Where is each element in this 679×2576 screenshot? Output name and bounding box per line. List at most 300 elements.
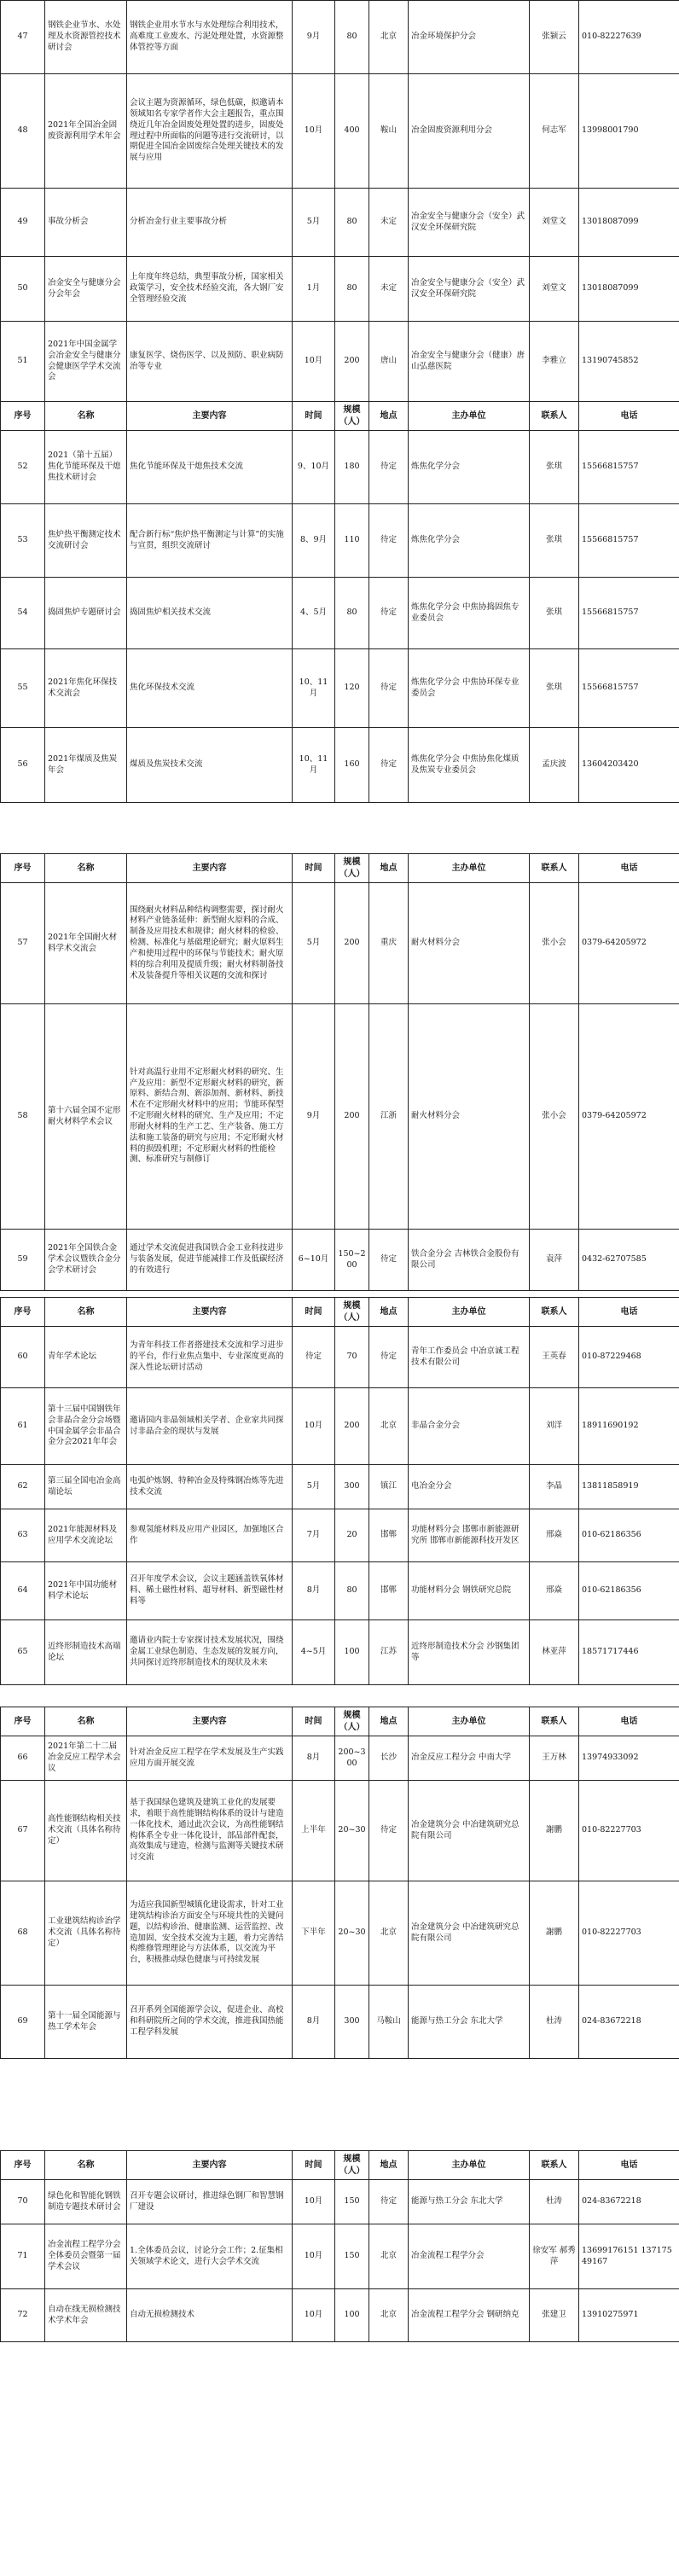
cell-time: 9、10月: [293, 431, 335, 504]
cell-scale: 180: [335, 431, 369, 504]
cell-host: 功能材料分会 邯郸市新能源研究所 邯郸市新能源科技开发区: [409, 1509, 530, 1562]
cell-host: 功能材料分会 钢铁研究总院: [409, 1562, 530, 1620]
cell-host: 炼焦化学分会 中焦协焦化煤质及焦炭专业委员会: [409, 728, 530, 803]
cell-place: 待定: [369, 2180, 409, 2224]
cell-place: 江苏: [369, 1620, 409, 1685]
cell-phone: 13018087099: [579, 257, 679, 322]
cell-contact: 孟庆波: [530, 728, 579, 803]
cell-name: 焦炉热平衡测定技术交流研讨会: [45, 504, 127, 578]
column-header-time: 时间: [293, 1707, 335, 1736]
cell-scale: 200: [335, 322, 369, 402]
cell-time: 8月: [293, 1736, 335, 1781]
cell-time: 上半年: [293, 1781, 335, 1881]
cell-scale: 120: [335, 649, 369, 728]
cell-name: 第十三届中国钢铁年会非晶合金分会场暨中国金属学会非晶合金分会2021年年会: [45, 1388, 127, 1465]
cell-scale: 150: [335, 2180, 369, 2224]
cell-name: 第三届全国电冶金高端论坛: [45, 1465, 127, 1509]
cell-content: 焦化节能环保及干熄焦技术交流: [127, 431, 293, 504]
column-header-content: 主要内容: [127, 402, 293, 431]
table-row: [1, 649, 679, 728]
cell-host: 炼焦化学分会: [409, 431, 530, 504]
cell-contact: 张建卫: [530, 2289, 579, 2342]
cell-contact: 张颍云: [530, 1, 579, 74]
header-row: [1, 1298, 679, 1327]
table-row: [1, 1986, 679, 2059]
table-row: [1, 1004, 679, 1230]
cell-name: 自动在线无损检测技术学术年会: [45, 2289, 127, 2342]
cell-host: 电冶金分会: [409, 1465, 530, 1509]
cell-scale: 20: [335, 1509, 369, 1562]
cell-host: 炼焦化学分会 中焦协环保专业委员会: [409, 649, 530, 728]
table-row: [1, 1620, 679, 1685]
cell-time: 6~10月: [293, 1230, 335, 1291]
cell-place: 马鞍山: [369, 1986, 409, 2059]
cell-place: 北京: [369, 1388, 409, 1465]
cell-time: 4、5月: [293, 578, 335, 649]
cell-scale: 160: [335, 728, 369, 803]
cell-no: 66: [1, 1736, 45, 1781]
column-header-host: 主办单位: [409, 854, 530, 883]
cell-contact: 杜涛: [530, 1986, 579, 2059]
cell-contact: 何志军: [530, 74, 579, 189]
cell-content: 为青年科技工作者搭建技术交流和学习进步的平台，作行业焦点集中、专业深度更高的深入性论坛研讨活动: [127, 1327, 293, 1388]
cell-scale: 200: [335, 1388, 369, 1465]
cell-time: 待定: [293, 1327, 335, 1388]
cell-phone: 13604203420: [579, 728, 679, 803]
cell-name: 2021年能源材料及应用学术交流论坛: [45, 1509, 127, 1562]
table-row: [1, 1781, 679, 1881]
cell-scale: 20~30: [335, 1781, 369, 1881]
cell-place: 待定: [369, 578, 409, 649]
column-header-phone: 电话: [579, 1707, 679, 1736]
cell-time: 10月: [293, 74, 335, 189]
column-header-scale: 规模（人）: [335, 2151, 369, 2180]
column-header-content: 主要内容: [127, 2151, 293, 2180]
cell-name: 冶金流程工程学分会全体委员会暨第一届学术会议: [45, 2224, 127, 2289]
cell-time: 5月: [293, 883, 335, 1004]
cell-content: 邀请国内非晶领域相关学者、企业家共同探讨非晶合金的现状与发展: [127, 1388, 293, 1465]
column-header-place: 地点: [369, 854, 409, 883]
column-header-content: 主要内容: [127, 1298, 293, 1327]
cell-content: 为适应我国新型城镇化建设需求，针对工业建筑结构诊治方面安全与环境共性的关键问题，以结构诊治、健康监测、运营监控、改造加固、安全技术交流为主题，着力完善结构维修管理理论与方法体系，以交流为平台，积极推动绿色健康与可持续发展: [127, 1881, 293, 1986]
cell-contact: 刘堂文: [530, 257, 579, 322]
cell-content: 自动无损检测技术: [127, 2289, 293, 2342]
cell-contact: 刘洋: [530, 1388, 579, 1465]
cell-host: 耐火材料分会: [409, 883, 530, 1004]
column-header-contact: 联系人: [530, 854, 579, 883]
cell-time: 1月: [293, 257, 335, 322]
cell-place: 邯郸: [369, 1509, 409, 1562]
cell-place: 未定: [369, 189, 409, 257]
cell-phone: 010-82227703: [579, 1881, 679, 1986]
cell-content: 针对冶金反应工程学在学术发展及生产实践应用方面开展交流: [127, 1736, 293, 1781]
cell-content: 会议主题为资源循环，绿色低碳，拟邀请本领域知名专家学者作大会主题报告，重点围绕近几年冶金固废处理处置的进步，固废处理过程中所面临的问题等进行交流研讨，以期促进全国冶金固废综合处理关键技术的发展与应用: [127, 74, 293, 189]
cell-place: 鞍山: [369, 74, 409, 189]
cell-content: 钢铁企业用水节水与水处理综合利用技术，高难度工业废水、污泥处理处置，水资源整体管控等方面: [127, 1, 293, 74]
table-row: [1, 1736, 679, 1781]
table-row: [1, 431, 679, 504]
table-row: [1, 74, 679, 189]
cell-no: 56: [1, 728, 45, 803]
schedule-table: [0, 2150, 679, 2342]
cell-name: 钢铁企业节水、水处理及水资源管控技术研讨会: [45, 1, 127, 74]
cell-scale: 80: [335, 578, 369, 649]
cell-contact: 李晶: [530, 1465, 579, 1509]
cell-time: 10月: [293, 2180, 335, 2224]
cell-scale: 20~30: [335, 1881, 369, 1986]
cell-content: 召开年度学术会议，会议主题涵盖铁氧体材料、稀土磁性材料、超导材料、新型磁性材料等: [127, 1562, 293, 1620]
cell-contact: 张琪: [530, 649, 579, 728]
cell-no: 59: [1, 1230, 45, 1291]
header-row: [1, 2151, 679, 2180]
cell-scale: 80: [335, 189, 369, 257]
cell-no: 47: [1, 1, 45, 74]
cell-phone: 13998001790: [579, 74, 679, 189]
column-header-name: 名称: [45, 1707, 127, 1736]
cell-name: 2021年全国铁合金学术会议暨铁合金分会学术研讨会: [45, 1230, 127, 1291]
cell-place: 北京: [369, 2224, 409, 2289]
column-header-name: 名称: [45, 402, 127, 431]
table-row: [1, 1562, 679, 1620]
cell-content: 召开专题会议研讨，推进绿色钢厂和智慧钢厂建设: [127, 2180, 293, 2224]
cell-no: 69: [1, 1986, 45, 2059]
column-header-contact: 联系人: [530, 1298, 579, 1327]
cell-scale: 300: [335, 1986, 369, 2059]
cell-scale: 200: [335, 883, 369, 1004]
cell-contact: 謝鹏: [530, 1881, 579, 1986]
cell-time: 10、11月: [293, 649, 335, 728]
cell-phone: 15566815757: [579, 649, 679, 728]
cell-place: 待定: [369, 1781, 409, 1881]
cell-phone: 13974933092: [579, 1736, 679, 1781]
cell-phone: 010-62186356: [579, 1562, 679, 1620]
cell-name: 2021年煤质及焦炭年会: [45, 728, 127, 803]
cell-no: 55: [1, 649, 45, 728]
cell-no: 52: [1, 431, 45, 504]
cell-content: 邀请业内院士专家探讨技术发展状况，围绕金属工业绿色制造、生态发展的发展方向，共同探讨近终形制造技术的现状及未来: [127, 1620, 293, 1685]
header-row: [1, 402, 679, 431]
column-header-contact: 联系人: [530, 1707, 579, 1736]
cell-no: 57: [1, 883, 45, 1004]
cell-contact: 刘堂文: [530, 189, 579, 257]
cell-name: 2021年中国金属学会冶金安全与健康分会健康医学学术交流会: [45, 322, 127, 402]
cell-phone: 0379-64205972: [579, 1004, 679, 1230]
cell-content: 1.全体委员会议，讨论分会工作；2.征集相关领域学术论文，进行大会学术交流: [127, 2224, 293, 2289]
cell-no: 48: [1, 74, 45, 189]
cell-no: 50: [1, 257, 45, 322]
cell-phone: 18571717446: [579, 1620, 679, 1685]
cell-host: 能源与热工分会 东北大学: [409, 2180, 530, 2224]
cell-content: 焦化环保技术交流: [127, 649, 293, 728]
column-header-phone: 电话: [579, 854, 679, 883]
cell-contact: 袁萍: [530, 1230, 579, 1291]
cell-no: 51: [1, 322, 45, 402]
table-row: [1, 2289, 679, 2342]
table-section: [0, 401, 679, 803]
cell-time: 下半年: [293, 1881, 335, 1986]
cell-phone: 13699176151 13717549167: [579, 2224, 679, 2289]
cell-place: 待定: [369, 1230, 409, 1291]
column-header-scale: 规模（人）: [335, 1298, 369, 1327]
cell-time: 9月: [293, 1004, 335, 1230]
column-header-no: 序号: [1, 1298, 45, 1327]
schedule-table: [0, 1707, 679, 2059]
cell-host: 炼焦化学分会 中焦协捣固焦专业委员会: [409, 578, 530, 649]
cell-time: 7月: [293, 1509, 335, 1562]
column-header-contact: 联系人: [530, 402, 579, 431]
cell-place: 镇江: [369, 1465, 409, 1509]
cell-scale: 400: [335, 74, 369, 189]
cell-name: 近终形制造技术高端论坛: [45, 1620, 127, 1685]
cell-content: 康复医学、烧伤医学、以及预防、职业病防治等专业: [127, 322, 293, 402]
cell-host: 冶金安全与健康分会（安全）武汉安全环保研究院: [409, 189, 530, 257]
column-header-host: 主办单位: [409, 1298, 530, 1327]
cell-place: 唐山: [369, 322, 409, 402]
table-row: [1, 504, 679, 578]
cell-place: 待定: [369, 431, 409, 504]
cell-no: 58: [1, 1004, 45, 1230]
cell-content: 电弧炉炼钢、特种冶金及特殊钢冶炼等先进技术交流: [127, 1465, 293, 1509]
table-row: [1, 1327, 679, 1388]
cell-name: 2021（第十五届）焦化节能环保及干熄焦技术研讨会: [45, 431, 127, 504]
cell-place: 长沙: [369, 1736, 409, 1781]
cell-host: 炼焦化学分会: [409, 504, 530, 578]
cell-phone: 024-83672218: [579, 1986, 679, 2059]
cell-scale: 200: [335, 1004, 369, 1230]
cell-name: 第十六届全国不定形耐火材料学术会议: [45, 1004, 127, 1230]
cell-phone: 010-82227639: [579, 1, 679, 74]
cell-name: 冶金安全与健康分会分会年会: [45, 257, 127, 322]
cell-name: 2021年全国耐火材料学术交流会: [45, 883, 127, 1004]
cell-scale: 100: [335, 1620, 369, 1685]
cell-contact: 林亚萍: [530, 1620, 579, 1685]
column-header-time: 时间: [293, 402, 335, 431]
cell-phone: 18911690192: [579, 1388, 679, 1465]
cell-no: 60: [1, 1327, 45, 1388]
table-section: [0, 1707, 679, 2059]
cell-host: 能源与热工分会 东北大学: [409, 1986, 530, 2059]
table-row: [1, 189, 679, 257]
cell-host: 非晶合金分会: [409, 1388, 530, 1465]
column-header-no: 序号: [1, 1707, 45, 1736]
cell-host: 冶金流程工程学分会 钢研纳克: [409, 2289, 530, 2342]
cell-scale: 300: [335, 1465, 369, 1509]
table-section: [0, 2150, 679, 2342]
table-row: [1, 1388, 679, 1465]
cell-place: 未定: [369, 257, 409, 322]
cell-phone: 13018087099: [579, 189, 679, 257]
cell-place: 北京: [369, 1881, 409, 1986]
column-header-scale: 规模（人）: [335, 1707, 369, 1736]
cell-contact: 李雅立: [530, 322, 579, 402]
column-header-name: 名称: [45, 854, 127, 883]
column-header-phone: 电话: [579, 2151, 679, 2180]
cell-name: 青年学术论坛: [45, 1327, 127, 1388]
cell-time: 8月: [293, 1562, 335, 1620]
cell-time: 10月: [293, 2289, 335, 2342]
cell-host: 青年工作委员会 中冶京诚工程技术有限公司: [409, 1327, 530, 1388]
cell-scale: 80: [335, 257, 369, 322]
cell-contact: 邢焱: [530, 1562, 579, 1620]
cell-phone: 010-62186356: [579, 1509, 679, 1562]
cell-host: 冶金固废资源利用分会: [409, 74, 530, 189]
column-header-no: 序号: [1, 2151, 45, 2180]
cell-scale: 150~200: [335, 1230, 369, 1291]
cell-time: 10月: [293, 1388, 335, 1465]
cell-phone: 15566815757: [579, 578, 679, 649]
cell-host: 铁合金分会 吉林铁合金股份有限公司: [409, 1230, 530, 1291]
cell-time: 8、9月: [293, 504, 335, 578]
cell-phone: 0379-64205972: [579, 883, 679, 1004]
column-header-name: 名称: [45, 1298, 127, 1327]
cell-place: 待定: [369, 649, 409, 728]
cell-phone: 13910275971: [579, 2289, 679, 2342]
cell-contact: 徐安军 郝秀萍: [530, 2224, 579, 2289]
cell-no: 71: [1, 2224, 45, 2289]
cell-content: 配合新行标“焦炉热平衡测定与计算”的实施与宣贯，组织交流研讨: [127, 504, 293, 578]
cell-time: 10月: [293, 2224, 335, 2289]
column-header-time: 时间: [293, 2151, 335, 2180]
cell-content: 基于我国绿色建筑及建筑工业化的发展要求，着眼于高性能钢结构体系的设计与建造一体化技术，通过此次会议，为高性能钢结构体系全专业一体化设计，部品部件配套，高效集成与建造，检测与监测等关键技术研讨交流: [127, 1781, 293, 1881]
cell-no: 67: [1, 1781, 45, 1881]
column-header-host: 主办单位: [409, 2151, 530, 2180]
column-header-contact: 联系人: [530, 2151, 579, 2180]
schedule-table: [0, 853, 679, 1291]
column-header-no: 序号: [1, 402, 45, 431]
cell-time: 5月: [293, 189, 335, 257]
table-section: [0, 853, 679, 1291]
cell-place: 北京: [369, 1, 409, 74]
cell-content: 煤质及焦炭技术交流: [127, 728, 293, 803]
table-row: [1, 1, 679, 74]
column-header-scale: 规模（人）: [335, 402, 369, 431]
cell-time: 10、11月: [293, 728, 335, 803]
cell-contact: 张小会: [530, 883, 579, 1004]
cell-content: 捣固焦炉相关技术交流: [127, 578, 293, 649]
cell-contact: 张琪: [530, 578, 579, 649]
cell-place: 待定: [369, 504, 409, 578]
column-header-phone: 电话: [579, 402, 679, 431]
column-header-host: 主办单位: [409, 402, 530, 431]
column-header-content: 主要内容: [127, 854, 293, 883]
header-row: [1, 1707, 679, 1736]
cell-scale: 80: [335, 1, 369, 74]
cell-contact: 王英春: [530, 1327, 579, 1388]
cell-place: 邯郸: [369, 1562, 409, 1620]
table-row: [1, 2180, 679, 2224]
cell-no: 64: [1, 1562, 45, 1620]
column-header-scale: 规模（人）: [335, 854, 369, 883]
cell-no: 49: [1, 189, 45, 257]
cell-place: 待定: [369, 728, 409, 803]
cell-phone: 13811858919: [579, 1465, 679, 1509]
header-row: [1, 854, 679, 883]
cell-no: 65: [1, 1620, 45, 1685]
cell-time: 10月: [293, 322, 335, 402]
table-row: [1, 578, 679, 649]
cell-name: 2021年第二十二届冶金反应工程学术会议: [45, 1736, 127, 1781]
cell-time: 8月: [293, 1986, 335, 2059]
cell-name: 绿色化和智能化钢铁制造专题技术研讨会: [45, 2180, 127, 2224]
cell-host: 冶金安全与健康分会（安全）武汉安全环保研究院: [409, 257, 530, 322]
cell-no: 72: [1, 2289, 45, 2342]
table-row: [1, 1881, 679, 1986]
column-header-content: 主要内容: [127, 1707, 293, 1736]
cell-phone: 15566815757: [579, 431, 679, 504]
cell-content: 围绕耐火材料品种结构调整需要，探讨耐火材料产业链条延伸：新型耐火原料的合成、制备及应用技术和规律；耐火材料的检验、检测、标准化与基础理论研究；耐火原料生产和使用过程中的环保与节能技术；耐火原料的综合利用及提质升级；耐火材料制备技术及装备提升等相关议题的交流和探讨: [127, 883, 293, 1004]
schedule-table: [0, 1297, 679, 1685]
cell-scale: 80: [335, 1562, 369, 1620]
table-row: [1, 728, 679, 803]
cell-name: 高性能钢结构相关技术交流（具体名称待定）: [45, 1781, 127, 1881]
column-header-place: 地点: [369, 402, 409, 431]
cell-host: 冶金安全与健康分会（健康）唐山弘慈医院: [409, 322, 530, 402]
cell-host: 冶金环境保护分会: [409, 1, 530, 74]
cell-content: 上年度年终总结，典型事故分析，国家相关政策学习，安全技术经验交流，各大钢厂安全管理经验交流: [127, 257, 293, 322]
cell-scale: 150: [335, 2224, 369, 2289]
cell-scale: 70: [335, 1327, 369, 1388]
cell-phone: 15566815757: [579, 504, 679, 578]
cell-place: 北京: [369, 2289, 409, 2342]
cell-name: 2021年焦化环保技术交流会: [45, 649, 127, 728]
cell-content: 分析冶金行业主要事故分析: [127, 189, 293, 257]
column-header-no: 序号: [1, 854, 45, 883]
schedule-table: [0, 401, 679, 803]
cell-host: 冶金建筑分会 中冶建筑研究总院有限公司: [409, 1781, 530, 1881]
cell-contact: 杜涛: [530, 2180, 579, 2224]
cell-content: 针对高温行业用不定形耐火材料的研究、生产及应用：新型不定形耐火材料的研究，新原料、新结合剂、新添加剂、新材料、新技术在不定形耐火材料中的应用；节能环保型不定形耐火材料的研究、生产及应用；不定形耐火材料的生产工艺、生产装备、施工方法和施工装备的研究与应用；不定形耐火材料的损毁机理；不定形耐火材料的性能检测、标准研究与制修订: [127, 1004, 293, 1230]
cell-time: 9月: [293, 1, 335, 74]
cell-name: 事故分析会: [45, 189, 127, 257]
cell-phone: 13190745852: [579, 322, 679, 402]
cell-contact: 张小会: [530, 1004, 579, 1230]
cell-name: 第十一届全国能源与热工学术年会: [45, 1986, 127, 2059]
column-header-time: 时间: [293, 1298, 335, 1327]
column-header-phone: 电话: [579, 1298, 679, 1327]
cell-name: 工业建筑结构诊治学术交流（具体名称待定）: [45, 1881, 127, 1986]
cell-phone: 010-87229468: [579, 1327, 679, 1388]
cell-time: 4~5月: [293, 1620, 335, 1685]
column-header-time: 时间: [293, 854, 335, 883]
table-row: [1, 883, 679, 1004]
table-row: [1, 2224, 679, 2289]
cell-contact: 邢焱: [530, 1509, 579, 1562]
cell-name: 2021年全国冶金固废资源利用学术年会: [45, 74, 127, 189]
table-row: [1, 1509, 679, 1562]
cell-time: 5月: [293, 1465, 335, 1509]
cell-phone: 024-83672218: [579, 2180, 679, 2224]
cell-name: 捣固焦炉专题研讨会: [45, 578, 127, 649]
cell-host: 耐火材料分会: [409, 1004, 530, 1230]
cell-no: 54: [1, 578, 45, 649]
cell-host: 冶金流程工程学分会: [409, 2224, 530, 2289]
cell-host: 近终形制造技术分会 沙钢集团等: [409, 1620, 530, 1685]
cell-no: 61: [1, 1388, 45, 1465]
table-row: [1, 257, 679, 322]
cell-scale: 100: [335, 2289, 369, 2342]
column-header-place: 地点: [369, 1298, 409, 1327]
cell-content: 参观氢能材料及应用产业园区，加强地区合作: [127, 1509, 293, 1562]
cell-place: 江浙: [369, 1004, 409, 1230]
cell-host: 冶金建筑分会 中冶建筑研究总院有限公司: [409, 1881, 530, 1986]
cell-contact: 张琪: [530, 504, 579, 578]
cell-no: 63: [1, 1509, 45, 1562]
cell-place: 待定: [369, 1327, 409, 1388]
cell-no: 62: [1, 1465, 45, 1509]
table-section: [0, 1297, 679, 1685]
cell-contact: 謝鹏: [530, 1781, 579, 1881]
cell-no: 70: [1, 2180, 45, 2224]
